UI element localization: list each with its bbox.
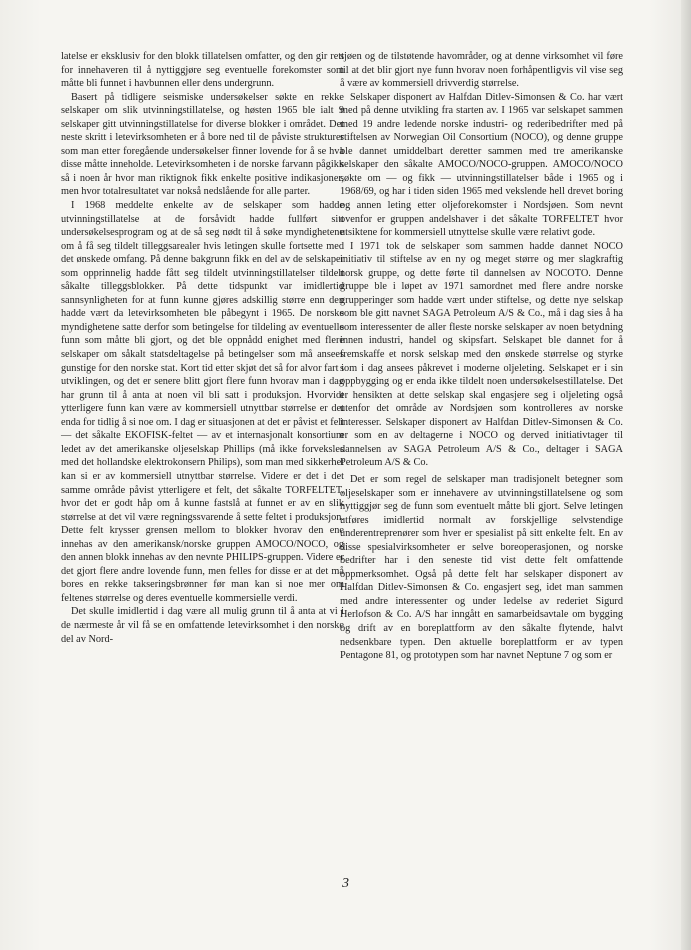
paragraph: sjøen og de tilstøtende havområder, og at denne virksomhet vil føre til at det blir gjort nye funn hvorav noen forhåpentligvis vil vise seg å være av kommersiell drivverdig størrelse.: [340, 51, 623, 90]
paragraph: I 1968 meddelte enkelte av de selskaper som hadde utvinningstillatelse at de forsåvidt hadde fullført sitt undersøkelsesprogram og at de så seg nødt til å søke myndighetene om å få seg tildelt tilleggsarealer hvis letingen skulle fortsette med det ønskede omfang. På denne bakgrunn fikk en del av de selskaper som opprinnelig hadde fått seg tildelt utvinningstillatelser tildelt såkalte tilleggsblokker. På dette tidspunkt var imidlertid sannsynligheten for at funn kunne gjøres adskillig større enn den hadde vært da letevirksomheten ble påbegynt i 1965. De norske myndighetene satte derfor som betingelse for tildeling av eventuelle funn som måtte bli gjort, og det ble oppnådd enighet med flere selskaper om såkalt statsdeltagelse på betingelser som må ansees gunstige for den norske stat. Kort tid etter skjøt det så for alvor fart i utviklingen, og det er senere blitt gjort flere funn hvorav man i dag har grunn til å anta at noen vil bli satt i produksjon. Hvorvidt ytterligere funn kan være av kommersiell utnyttbar størrelse er det enda for tidlig å si noe om. I dag er situasjonen at det er påvist et felt — det såkalte EKOFISK-feltet — av et internasjonalt konsortium ledet av det amerikanske oljeselskap Phillips (må ikke forveksles med det hollandske elektrokonsern Philips), som man med sikkerhet kan si er av kommersiell utnyttbar størrelse. Videre er det i det samme område påvist ytterligere et felt, det såkalte TORFELTET, hvor det er godt håp om å kunne fastslå at funnet er av en slik størrelse at det vil være regningssvarende å sette feltet i produksjon. Dette felt krysser grensen mellom to blokker hvorav den ene innehas av den amerikansk/norske gruppen AMOCO/NOCO, og den annen blokk innehas av den nevnte PHILIPS-gruppen. Videre er det gjort flere andre lovende funn, men felles for disse er at det må bores en rekke takseringsbrønner før man kan si noe mer om feltenes størrelse og deres eventuelle kommersielle verdi.: [61, 200, 344, 604]
paragraph: Det er som regel de selskaper man tradisjonelt betegner som oljeselskaper som er innehavere av utvinningstillatelsene og som nyttiggjør seg de funn som eventuelt måtte bli gjort. Selve letingen utføres imidlertid normalt av forskjellige selvstendige underentreprenører som hver er spesialist på sitt enkelte felt. En av disse spesialvirksomheter er selve boreoperasjonen, og norske bedrifter har i den seneste tid vist dette felt omfattende oppmerksomhet. Også på dette felt har selskaper disponert av Halfdan Ditlev-Simonsen & Co. engasjert seg, idet man sammen med andre interessenter og under ledelse av rederiet Sigurd Herlofson & Co. A/S har inngått en samarbeidsavtale om bygging og drift av en boreplattform av den såkalte flytende, halvt nedsenkbare typen. Den aktuelle boreplattform er av typen Pentagone 81, og prototypen som har navnet Neptune 7 og som er: [340, 473, 623, 662]
paragraph: Basert på tidligere seismiske undersøkelser søkte en rekke selskaper om slik utvinningstillatelse, og høsten 1965 ble ialt 9 selskaper gitt utvinningstillatelse for diverse blokker i området. Det neste skritt i letevirksomheten er å bore ned til de påviste strukturer som man etter foregående undersøkelser finner lovende for å se hva disse måtte inneholde. Letevirksomheten i de norske farvann pågikk så i noen år hvor man riktignok fikk enkelte positive indikasjoner, men hvor totalresultatet var nokså nedslående for alle parter.: [61, 91, 344, 198]
paragraph: latelse er eksklusiv for den blokk tillatelsen omfatter, og den gir rett for innehaveren til å nyttiggjøre seg eventuelle forekomster som måtte bli funnet i havbunnen eller dens undergrunn.: [61, 51, 344, 90]
page-edge-shadow: [681, 0, 691, 950]
page-number: 3: [342, 876, 349, 891]
paragraph: Selskaper disponert av Halfdan Ditlev-Simonsen & Co. har vært med på denne utvikling fra starten av. I 1965 var selskapet sammen med 19 andre ledende norske industri- og rederibedrifter med på stiftelsen av Norwegian Oil Consortium (NOCO), og denne gruppe ble dannet umiddelbart deretter sammen med tre amerikanske selskaper den såkalte AMOCO/NOCO-gruppen. AMOCO/NOCO søkte om — og fikk — utvinningstillatelser både i 1965 og i 1968/69, og har i tiden siden 1965 med vekslende hell drevet boring og annen leting etter oljeforekomster i Nordsjøen. Som nevnt ovenfor er gruppen andelshaver i det såkalte TORFELTET hvor utsiktene for kommersiell utnyttelse skulle være relativt gode.: [340, 91, 623, 239]
right-column: [340, 50, 623, 663]
paragraph: I 1971 tok de selskaper som sammen hadde dannet NOCO initiativ til stiftelse av en ny og meget større og mer slagkraftig norsk gruppe, og dette førte til dannelsen av NOCOTO. Denne gruppe ble i løpet av 1971 samordnet med flere andre norske grupperinger som hadde vært under stiftelse, og dette nye selskap som ble gitt navnet SAGA Petroleum A/S & Co., må i dag sies å ha som interessenter de aller fleste norske selskaper av noen betydning innen industri, handel og skipsfart. Selskapet ble dannet for å fremskaffe et norsk selskap med den ønskede størrelse og styrke som i dag ansees påkrevet i moderne oljeleting. Selskapet er i sin oppbygging og er enda ikke tildelt noen undersøkelsestillatelse. Det er hensikten at dette selskap skal engasjere seg i oljeleting også utenfor det område av Nordsjøen som kontrolleres av norske interesser. Selskaper disponert av Halfdan Ditlev-Simonsen & Co. er som en av deltagerne i NOCO og derved initiativtager til dannelsen av SAGA Petroleum A/S & Co., deltager i SAGA Petroleum A/S & Co.: [340, 240, 623, 469]
paragraph: Det skulle imidlertid i dag være all mulig grunn til å anta at vi i de nærmeste år vil få se en omfattende letevirksomhet i den norske del av Nord-: [61, 606, 344, 645]
left-column: [61, 50, 344, 646]
